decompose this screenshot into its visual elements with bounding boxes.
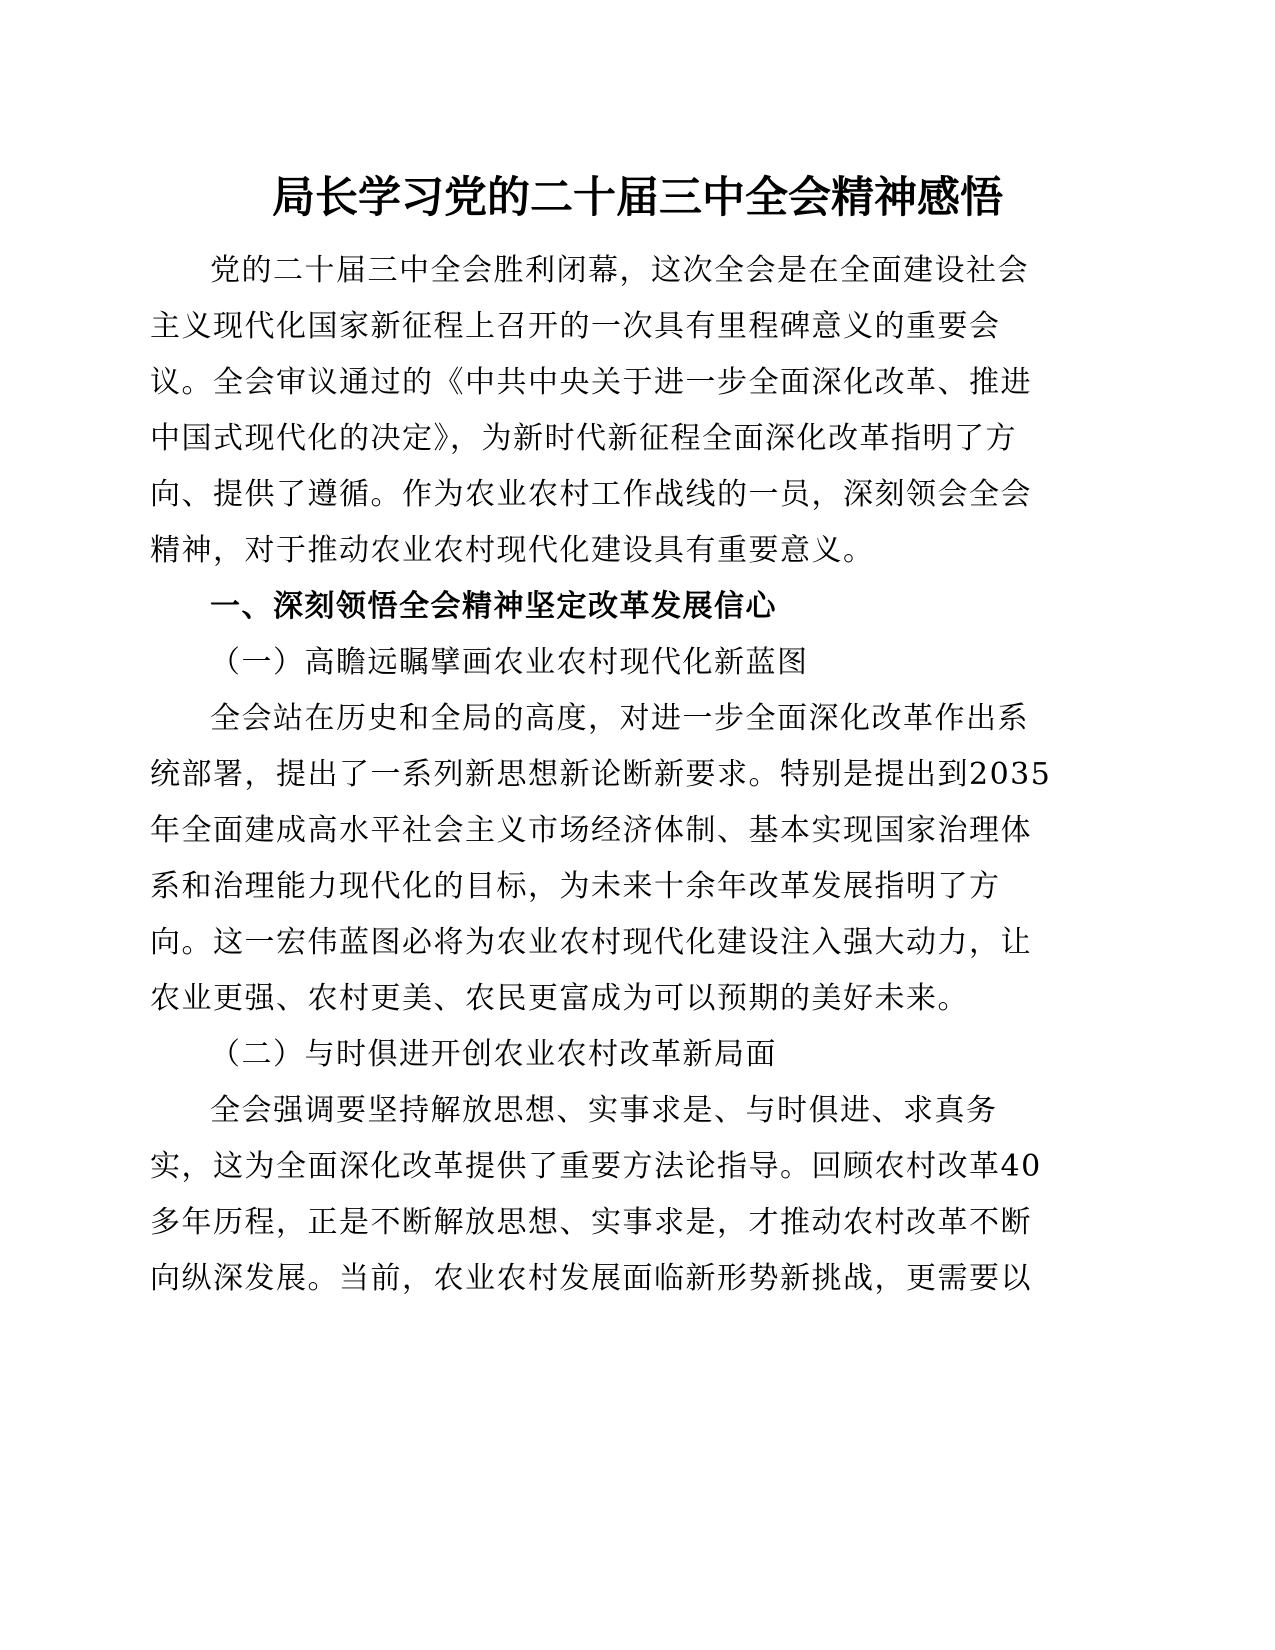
body-line: 统部署，提出了一系列新思想新论断新要求。特别是提出到2035 <box>150 757 1052 792</box>
subsection-heading: （二）与时俱进开创农业农村改革新局面 <box>210 1037 777 1072</box>
body-line: 全会站在历史和全局的高度，对进一步全面深化改革作出系 <box>210 701 1029 736</box>
body-line: 中国式现代化的决定》，为新时代新征程全面深化改革指明了方 <box>150 421 1017 456</box>
body-line: 全会强调要坚持解放思想、实事求是、与时俱进、求真务 <box>210 1093 998 1128</box>
body-line: 议。全会审议通过的《中共中央关于进一步全面深化改革、推进 <box>150 365 1032 400</box>
body-line: 向纵深发展。当前，农业农村发展面临新形势新挑战，更需要以 <box>150 1261 1032 1296</box>
body-line: 党的二十届三中全会胜利闭幕，这次全会是在全面建设社会 <box>210 253 1029 288</box>
body-line: 向、提供了遵循。作为农业农村工作战线的一员，深刻领会全会 <box>150 477 1032 512</box>
section-heading: 一、深刻领悟全会精神坚定改革发展信心 <box>210 589 777 624</box>
document-title: 局长学习党的二十届三中全会精神感悟 <box>272 173 1003 223</box>
body-line: 多年历程，正是不断解放思想、实事求是，才推动农村改革不断 <box>150 1205 1032 1240</box>
body-line: 实，这为全面深化改革提供了重要方法论指导。回顾农村改革40 <box>150 1149 1042 1184</box>
body-line: 系和治理能力现代化的目标，为未来十余年改革发展指明了方 <box>150 869 1001 904</box>
body-line: 主义现代化国家新征程上召开的一次具有里程碑意义的重要会 <box>150 309 1001 344</box>
subsection-heading: （一）高瞻远瞩擘画农业农村现代化新蓝图 <box>210 645 809 680</box>
body-line: 年全面建成高水平社会主义市场经济体制、基本实现国家治理体 <box>150 813 1032 848</box>
body-line: 向。这一宏伟蓝图必将为农业农村现代化建设注入强大动力，让 <box>150 925 1032 960</box>
body-line: 精神，对于推动农业农村现代化建设具有重要意义。 <box>150 533 875 568</box>
body-line: 农业更强、农村更美、农民更富成为可以预期的美好未来。 <box>150 981 969 1016</box>
